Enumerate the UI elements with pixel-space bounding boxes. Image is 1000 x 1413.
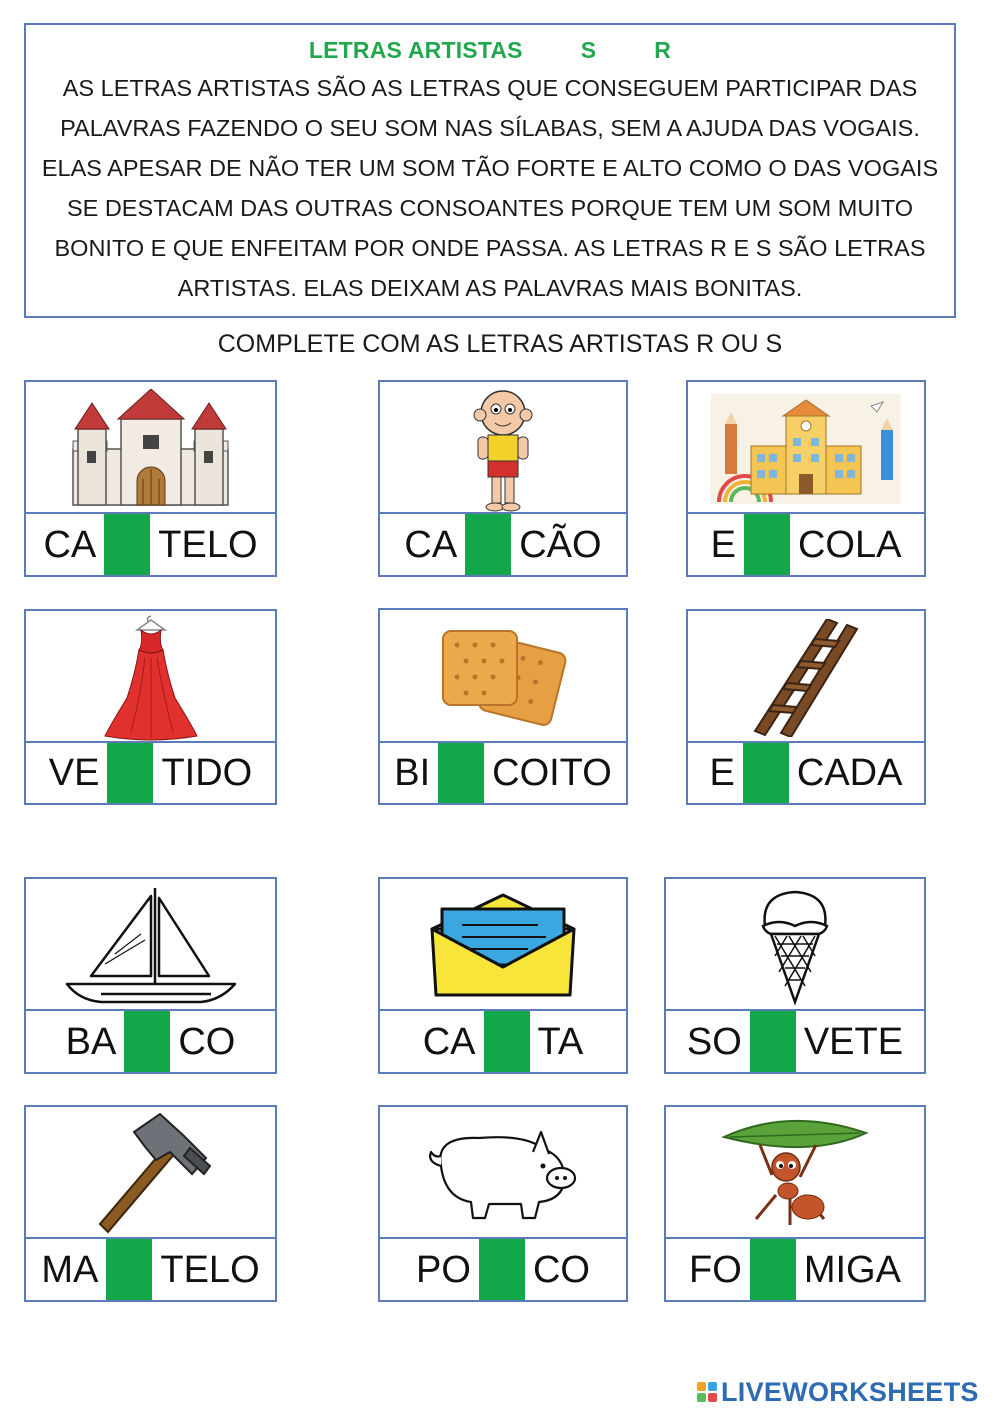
letter-blank-input[interactable]: [479, 1239, 525, 1300]
word-card-sorvete: [664, 877, 926, 1074]
word-row: [380, 512, 626, 575]
letter-blank-input[interactable]: [743, 743, 789, 803]
dress-icon: [26, 611, 275, 745]
ice-cream-cone-icon: [666, 879, 924, 1013]
intro-text: AS LETRAS ARTISTAS SÃO AS LETRAS QUE CONSEGUEM PARTICIPAR DAS PALAVRAS FAZENDO O SEU SOM NAS SÍLABAS, SEM A AJUDA DAS VOGAIS. ELAS APESAR DE NÃO TER UM SOM TÃO FORTE E ALTO COMO O DAS VOGAIS SE DESTACAM DAS OUTRAS CONSOANTES PORQUE TEM UM SOM MUITO BONITO E QUE ENFEITAM POR ONDE PASSA. AS LETRAS R E S SÃO LETRAS ARTISTAS. ELAS DEIXAM AS PALAVRAS MAIS BONITAS.: [41, 75, 939, 301]
intro-title: [26, 37, 954, 64]
word-row: [688, 741, 924, 803]
word-suffix: COITO: [492, 752, 612, 794]
word-suffix: TELO: [160, 1248, 260, 1291]
boy-character-icon: [380, 382, 626, 515]
word-row: [666, 1009, 924, 1072]
word-prefix: CA: [422, 1020, 476, 1063]
word-row: [666, 1237, 924, 1300]
intro-title-letter-s: S: [580, 37, 597, 63]
word-card-carta: [378, 877, 628, 1074]
word-suffix: CO: [178, 1020, 236, 1063]
word-row: [26, 1237, 275, 1300]
instruction-text: COMPLETE COM AS LETRAS ARTISTAS R OU S: [217, 330, 783, 358]
word-card-castelo: [24, 380, 277, 577]
word-row: [688, 512, 924, 575]
sailboat-icon: [26, 879, 275, 1013]
pig-icon: [380, 1107, 626, 1241]
word-prefix: CA: [43, 523, 97, 566]
word-suffix: CADA: [796, 752, 903, 794]
word-suffix: VETE: [803, 1020, 904, 1063]
ant-icon: [666, 1107, 924, 1241]
word-card-martelo: [24, 1105, 277, 1302]
liveworksheets-badge-icon: [697, 1382, 717, 1402]
word-prefix: FO: [689, 1248, 742, 1291]
letter-blank-input[interactable]: [750, 1239, 796, 1300]
word-suffix: CO: [532, 1248, 590, 1291]
word-suffix: COLA: [797, 523, 902, 566]
word-card-formiga: [664, 1105, 926, 1302]
letter-blank-input[interactable]: [106, 1239, 152, 1300]
hammer-icon: [26, 1107, 275, 1241]
word-prefix: MA: [41, 1248, 99, 1291]
word-prefix: PO: [416, 1248, 471, 1291]
word-row: [26, 1009, 275, 1072]
word-prefix: E: [710, 523, 736, 566]
word-suffix: MIGA: [803, 1248, 901, 1291]
word-card-escada: [686, 609, 926, 805]
letter-blank-input[interactable]: [484, 1011, 530, 1072]
word-suffix: TA: [537, 1020, 584, 1063]
letter-blank-input[interactable]: [744, 514, 790, 575]
word-prefix: BA: [65, 1020, 117, 1063]
word-card-biscoito: [378, 608, 628, 805]
school-icon: [688, 382, 924, 515]
word-row: [26, 741, 275, 803]
word-card-barco: [24, 877, 277, 1074]
word-card-escola: [686, 380, 926, 577]
letter-blank-input[interactable]: [124, 1011, 170, 1072]
word-prefix: VE: [48, 752, 100, 794]
word-row: [26, 512, 275, 575]
intro-title-letter-r: R: [654, 37, 672, 63]
word-prefix: SO: [686, 1020, 742, 1063]
word-suffix: TIDO: [161, 752, 253, 794]
word-row: [380, 1237, 626, 1300]
letter-blank-input[interactable]: [107, 743, 153, 803]
word-row: [380, 1009, 626, 1072]
word-card-cascao: [378, 380, 628, 577]
envelope-icon: [380, 879, 626, 1013]
letter-blank-input[interactable]: [465, 514, 511, 575]
ladder-icon: [688, 611, 924, 745]
word-row: [380, 741, 626, 803]
letter-blank-input[interactable]: [104, 514, 150, 575]
letter-blank-input[interactable]: [438, 743, 484, 803]
word-prefix: BI: [394, 752, 431, 794]
word-suffix: CÃO: [519, 523, 602, 566]
word-prefix: E: [709, 752, 735, 794]
word-prefix: CA: [404, 523, 458, 566]
word-card-vestido: [24, 609, 277, 805]
castle-icon: [26, 382, 275, 515]
word-suffix: TELO: [158, 523, 258, 566]
word-card-porco: [378, 1105, 628, 1302]
intro-title-main: LETRAS ARTISTAS: [308, 37, 523, 63]
cracker-icon: [380, 610, 626, 745]
logo-text: LIVEWORKSHEETS: [721, 1376, 979, 1407]
liveworksheets-logo: [697, 1376, 979, 1408]
intro-box: [24, 23, 956, 318]
letter-blank-input[interactable]: [750, 1011, 796, 1072]
